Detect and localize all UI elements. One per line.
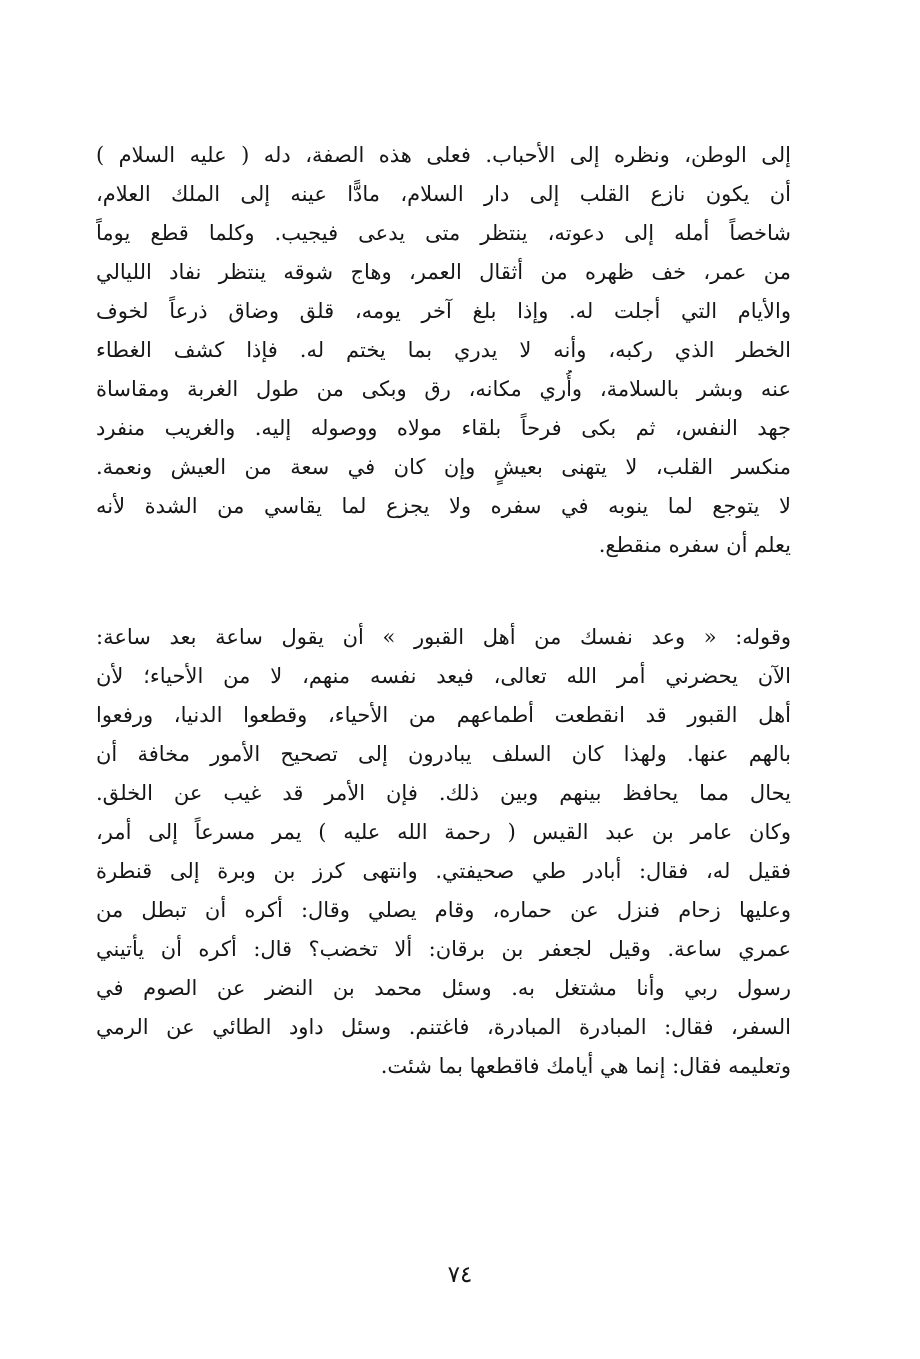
text-line: يحال مما يحافظ بينهم وبين ذلك. فإن الأمر قد غيب عن الخلق.: [96, 781, 791, 805]
text-line: لا يتوجع لما ينوبه في سفره ولا يجزع لما يقاسي من الشدة لأنه: [96, 494, 791, 518]
text-line: من عمر، خف ظهره من أثقال العمر، وهاج شوقه ينتظر نفاد الليالي: [96, 260, 791, 284]
paragraph-1: [96, 136, 791, 565]
text-line: رسول ربي وأنا مشتغل به. وسئل محمد بن النضر عن الصوم في: [96, 976, 791, 1000]
text-line: وعليها زحام فنزل عن حماره، وقام يصلي وقال: أكره أن تبطل من: [96, 898, 791, 922]
text-line: السفر، فقال: المبادرة المبادرة، فاغتنم. وسئل داود الطائي عن الرمي: [96, 1015, 791, 1039]
text-line: والأيام التي أجلت له. وإذا بلغ آخر يومه، قلق وضاق ذرعاً لخوف: [96, 299, 791, 323]
text-line: جهد النفس، ثم بكى فرحاً بلقاء مولاه ووصوله إليه. والغريب منفرد: [96, 416, 791, 440]
text-line: منكسر القلب، لا يتهنى بعيشٍ وإن كان في سعة من العيش ونعمة.: [96, 455, 791, 479]
paragraph-2: [96, 618, 791, 1086]
text-line: عمري ساعة. وقيل لجعفر بن برقان: ألا تخضب؟ قال: أكره أن يأتيني: [96, 937, 791, 961]
text-line: عنه وبشر بالسلامة، وأُري مكانه، رق وبكى من طول الغربة ومقاساة: [96, 377, 791, 401]
text-line: فقيل له، فقال: أبادر طي صحيفتي. وانتهى كرز بن وبرة إلى قنطرة: [96, 859, 791, 883]
text-line: وتعليمه فقال: إنما هي أيامك فاقطعها بما شئت.: [380, 1054, 791, 1078]
text-line: يعلم أن سفره منقطع.: [598, 533, 791, 557]
text-line: شاخصاً أمله إلى دعوته، ينتظر متى يدعى فيجيب. وكلما قطع يوماً: [96, 221, 791, 245]
text-line: الآن يحضرني أمر الله تعالى، فيعد نفسه منهم، لا من الأحياء؛ لأن: [96, 664, 791, 688]
text-line: وكان عامر بن عبد القيس ( رحمة الله عليه ) يمر مسرعاً إلى أمر،: [96, 820, 791, 844]
text-line: وقوله: « وعد نفسك من أهل القبور » أن يقول ساعة بعد ساعة:: [96, 625, 791, 649]
page-number: ٧٤: [447, 1262, 473, 1288]
text-line: إلى الوطن، ونظره إلى الأحباب. فعلى هذه الصفة، دله ( عليه السلام ): [96, 143, 791, 167]
text-line: أن يكون نازع القلب إلى دار السلام، مادًّا عينه إلى الملك العلام،: [96, 182, 791, 206]
text-line: أهل القبور قد انقطعت أطماعهم من الأحياء، وقطعوا الدنيا، ورفعوا: [96, 703, 791, 727]
text-line: بالهم عنها. ولهذا كان السلف يبادرون إلى تصحيح الأمور مخافة أن: [96, 742, 791, 766]
text-line: الخطر الذي ركبه، وأنه لا يدري بما يختم له. فإذا كشف الغطاء: [96, 338, 791, 362]
